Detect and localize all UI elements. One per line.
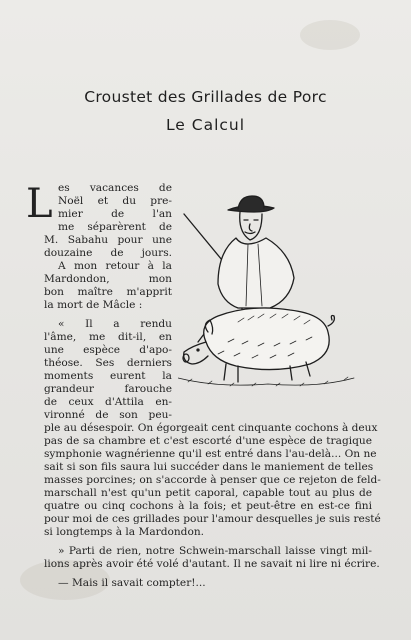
- chapter-subtitle: Le Calcul: [165, 116, 246, 134]
- text-line: es vacances de: [58, 182, 172, 194]
- chapter-title: Croustet des Grillades de Porc: [84, 88, 327, 106]
- text-line: si longtemps à la Mardondon.: [44, 526, 205, 538]
- text-line: A mon retour à la: [58, 260, 172, 272]
- text-line: quatre ou cinq cochons à la fois; et peut-être en est-ce fini: [44, 500, 372, 512]
- man-and-pig-illustration: [178, 192, 358, 392]
- text-line: pas de sa chambre et c'est escorté d'une espèce de tragique: [44, 435, 372, 447]
- text-line: bon maître m'apprit: [44, 286, 172, 298]
- text-line: la mort de Mâcle :: [44, 299, 143, 311]
- text-line: me séparèrent de: [58, 221, 172, 233]
- drop-cap: L: [26, 181, 53, 227]
- text-line: sait si son fils saura lui succéder dans le maniement de telles: [44, 461, 374, 473]
- text-line: marschall n'est qu'un petit caporal, capable tout au plus de: [44, 487, 372, 499]
- text-line: mier de l'an: [58, 208, 172, 220]
- text-line: théose. Ses derniers: [44, 357, 172, 369]
- text-line: une espèce d'apo-: [44, 344, 172, 356]
- text-line: « Il a rendu: [58, 318, 172, 330]
- text-line: » Parti de rien, notre Schwein-marschall laisse vingt mil-: [58, 545, 372, 557]
- text-line: Noël et du pre-: [58, 195, 172, 207]
- text-line: Mardondon, mon: [44, 273, 172, 285]
- text-line: M. Sabahu pour une: [44, 234, 172, 246]
- text-line: grandeur farouche: [44, 383, 172, 395]
- text-line: — Mais il savait compter!...: [58, 577, 206, 589]
- text-line: ple au désespoir. On égorgeait cent cinquante cochons à deux: [44, 422, 378, 434]
- text-line: symphonie wagnérienne qu'il est entré dans l'au-delà... On ne: [44, 448, 377, 460]
- paper-stain: [300, 20, 360, 50]
- text-line: pour moi de ces grillades pour l'amour desquelles je suis resté: [44, 513, 381, 525]
- text-line: de ceux d'Attila en-: [44, 396, 172, 408]
- text-line: vironné de son peu-: [44, 409, 172, 421]
- text-line: lions après avoir été volé d'autant. Il ne savait ni lire ni écrire.: [44, 558, 380, 570]
- text-line: moments eurent la: [44, 370, 172, 382]
- text-line: douzaine de jours.: [44, 247, 172, 259]
- text-line: masses porcines; on s'accorde à penser que ce rejeton de feld-: [44, 474, 381, 486]
- text-line: l'âme, me dit-il, en: [44, 331, 172, 343]
